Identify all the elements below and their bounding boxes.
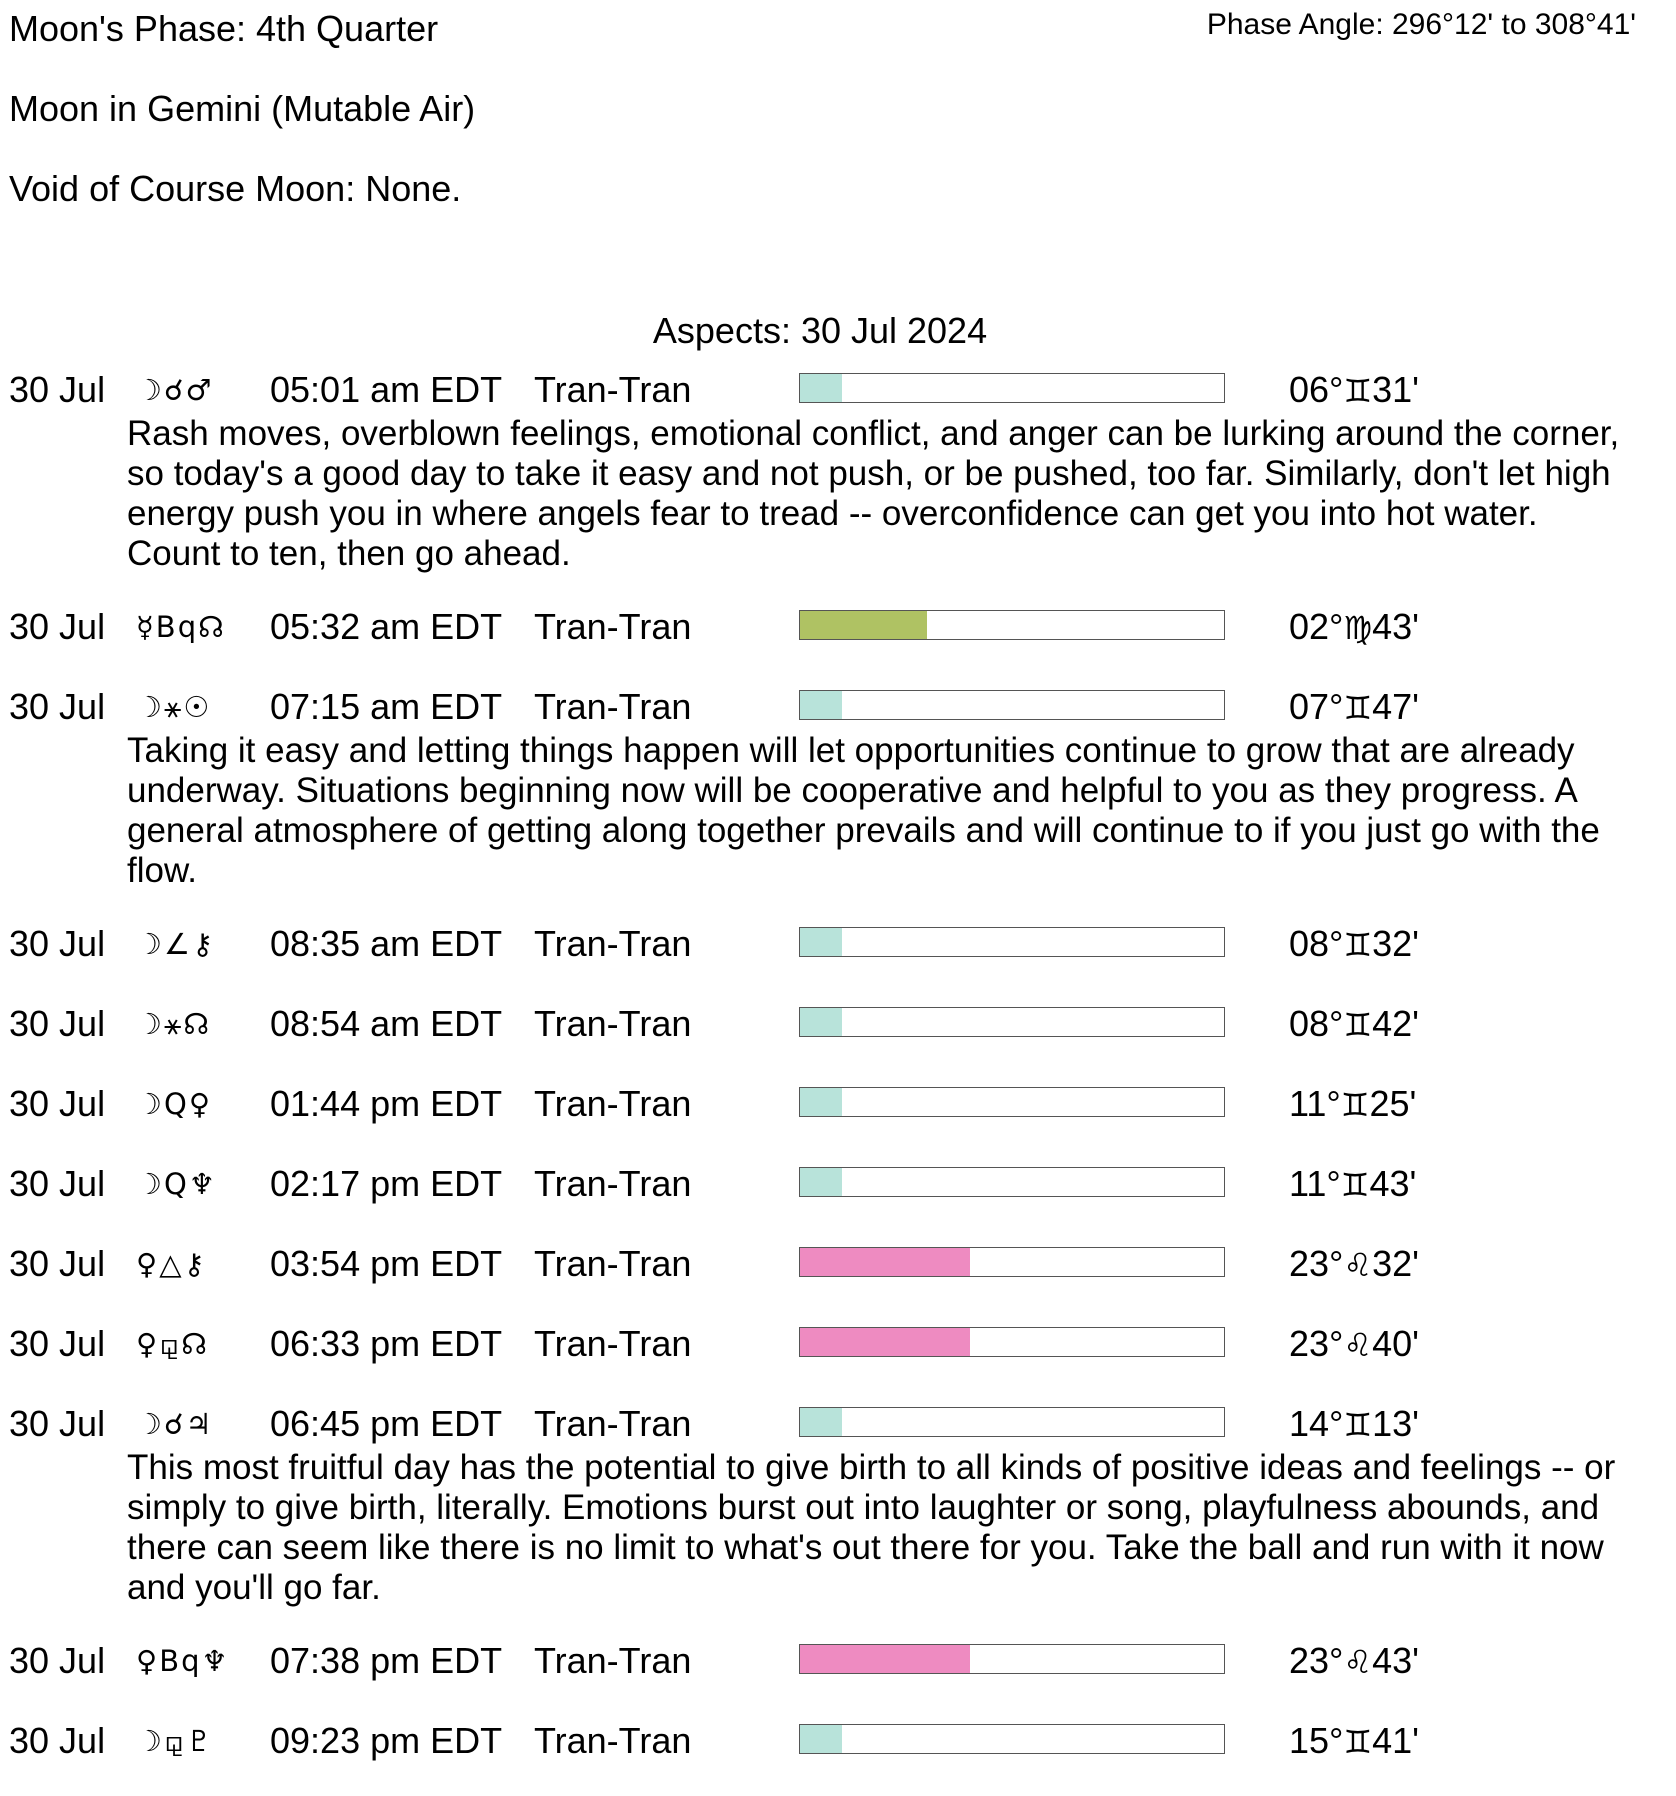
aspect-entry — [0, 1239, 1676, 1319]
aspect-date: 30 Jul — [9, 686, 106, 727]
aspect-type: Tran-Tran — [534, 686, 692, 727]
position-degree: 23° — [1289, 1243, 1344, 1284]
strength-bar-fill — [800, 1248, 970, 1276]
position-minutes: 25' — [1369, 1083, 1417, 1124]
aspect-time: 09:23 pm EDT — [270, 1720, 503, 1761]
strength-bar — [799, 927, 1225, 957]
aspect-type: Tran-Tran — [534, 606, 692, 647]
aspect-time: 08:35 am EDT — [270, 923, 503, 964]
aspect-type: Tran-Tran — [534, 1003, 692, 1044]
aspect-position — [1289, 1404, 1419, 1445]
phase-angle: Phase Angle: 296°12' to 308°41' — [1206, 8, 1636, 41]
aspect-glyphs: ☽⚼♇ — [136, 1724, 215, 1758]
moon-phase: Moon's Phase: 4th Quarter — [9, 8, 439, 49]
position-degree: 06° — [1289, 369, 1344, 410]
aspect-time: 05:32 am EDT — [270, 606, 503, 647]
entry-gap — [0, 971, 1676, 999]
position-minutes: 47' — [1372, 686, 1420, 727]
aspect-date: 30 Jul — [9, 1243, 106, 1284]
strength-bar — [799, 610, 1225, 640]
position-minutes: 32' — [1372, 923, 1420, 964]
aspect-time: 08:54 am EDT — [270, 1003, 503, 1044]
entry-gap — [0, 1131, 1676, 1159]
aspect-glyphs: ☿Bq☊ — [136, 610, 226, 644]
aspect-time: 06:45 pm EDT — [270, 1403, 503, 1444]
aspect-glyphs: ☽☌♂ — [136, 373, 214, 407]
position-degree: 07° — [1289, 686, 1344, 727]
strength-bar-fill — [800, 928, 842, 956]
position-degree: 08° — [1289, 923, 1344, 964]
strength-bar — [799, 1007, 1225, 1037]
zodiac-sign-icon: ♌ — [1343, 1326, 1373, 1364]
aspect-row — [0, 1319, 1676, 1371]
aspect-position — [1289, 370, 1419, 411]
position-degree: 11° — [1289, 1083, 1341, 1124]
aspect-description: Rash moves, overblown feelings, emotional conflict, and anger can be lurking around the corner, so today's a good day to take it easy and not push, or be pushed, too far. Similarly, don't let high energy push you in where angels fear to tread -- overconfidence can get you into hot water. Count to ten, then go ahead. — [127, 414, 1620, 573]
aspect-glyphs: ☽∠⚷ — [136, 927, 216, 961]
aspect-date: 30 Jul — [9, 1323, 106, 1364]
strength-bar — [799, 1724, 1225, 1754]
zodiac-sign-icon: ♊ — [1343, 926, 1373, 964]
entry-gap — [0, 574, 1676, 602]
aspect-entry — [0, 999, 1676, 1079]
aspect-entry — [0, 1716, 1676, 1768]
aspect-position — [1289, 1721, 1419, 1762]
void-of-course: Void of Course Moon: None. — [9, 168, 462, 209]
zodiac-sign-icon: ♊ — [1343, 689, 1373, 727]
strength-bar — [799, 373, 1225, 403]
strength-bar — [799, 1327, 1225, 1357]
aspect-time: 03:54 pm EDT — [270, 1243, 503, 1284]
aspect-time: 02:17 pm EDT — [270, 1163, 503, 1204]
aspect-date: 30 Jul — [9, 369, 106, 410]
aspect-row — [0, 919, 1676, 971]
position-degree: 15° — [1289, 1720, 1344, 1761]
aspect-position — [1289, 1004, 1419, 1045]
aspect-glyphs: ☽⚹☉ — [136, 690, 212, 724]
strength-bar-fill — [800, 1645, 970, 1673]
position-minutes: 13' — [1372, 1403, 1420, 1444]
aspect-time: 06:33 pm EDT — [270, 1323, 503, 1364]
zodiac-sign-icon: ♊ — [1340, 1166, 1370, 1204]
aspect-position — [1289, 607, 1419, 648]
aspect-position — [1289, 1164, 1416, 1205]
strength-bar-fill — [800, 611, 927, 639]
zodiac-sign-icon: ♊ — [1343, 1723, 1373, 1761]
zodiac-sign-icon: ♌ — [1343, 1643, 1373, 1681]
position-minutes: 41' — [1372, 1720, 1420, 1761]
aspect-type: Tran-Tran — [534, 1403, 692, 1444]
position-degree: 14° — [1289, 1403, 1344, 1444]
aspect-type: Tran-Tran — [534, 369, 692, 410]
moon-sign: Moon in Gemini (Mutable Air) — [9, 88, 476, 129]
strength-bar — [799, 690, 1225, 720]
aspect-entry — [0, 602, 1676, 682]
aspect-type: Tran-Tran — [534, 1323, 692, 1364]
aspect-glyphs: ☽☌♃ — [136, 1407, 214, 1441]
aspect-entry — [0, 365, 1676, 602]
aspect-entry — [0, 1159, 1676, 1239]
entry-gap — [0, 1291, 1676, 1319]
entry-gap — [0, 1688, 1676, 1716]
aspect-description: This most fruitful day has the potential to give birth to all kinds of positive ideas and feelings -- or simply to give birth, literally. Emotions burst out into laughter or song, playfulness abounds, and there can seem like there is no limit to what's out there for you. Take the ball and run with it now and you'll go far. — [127, 1448, 1616, 1607]
strength-bar — [799, 1407, 1225, 1437]
aspect-row — [0, 999, 1676, 1051]
position-minutes: 40' — [1372, 1323, 1420, 1364]
strength-bar-fill — [800, 1088, 842, 1116]
position-minutes: 32' — [1372, 1243, 1420, 1284]
entry-gap — [0, 1211, 1676, 1239]
aspect-date: 30 Jul — [9, 1640, 106, 1681]
aspect-glyphs: ♀⚼☊ — [136, 1327, 210, 1361]
aspect-entry — [0, 919, 1676, 999]
aspect-glyphs: ♀△⚷ — [136, 1247, 207, 1281]
strength-bar-fill — [800, 1168, 842, 1196]
position-minutes: 43' — [1369, 1163, 1417, 1204]
zodiac-sign-icon: ♊ — [1340, 1086, 1370, 1124]
position-minutes: 43' — [1372, 1640, 1420, 1681]
aspect-entry — [0, 1636, 1676, 1716]
aspect-position — [1289, 1324, 1419, 1365]
aspect-position — [1289, 1084, 1416, 1125]
aspect-position — [1289, 1641, 1419, 1682]
strength-bar-fill — [800, 1008, 842, 1036]
strength-bar — [799, 1247, 1225, 1277]
aspect-row — [0, 1399, 1676, 1451]
strength-bar — [799, 1087, 1225, 1117]
zodiac-sign-icon: ♊ — [1343, 372, 1373, 410]
entry-gap — [0, 891, 1676, 919]
aspect-position — [1289, 1244, 1419, 1285]
position-degree: 23° — [1289, 1640, 1344, 1681]
aspect-row — [0, 1636, 1676, 1688]
aspect-date: 30 Jul — [9, 1003, 106, 1044]
aspects-list — [0, 365, 1676, 1768]
aspect-type: Tran-Tran — [534, 1720, 692, 1761]
aspect-entry — [0, 1399, 1676, 1636]
aspect-glyphs: ♀Bq♆ — [136, 1644, 230, 1678]
zodiac-sign-icon: ♍ — [1343, 609, 1373, 647]
aspect-type: Tran-Tran — [534, 1083, 692, 1124]
aspect-row — [0, 1159, 1676, 1211]
aspect-row — [0, 1239, 1676, 1291]
aspect-row — [0, 1716, 1676, 1768]
aspect-position — [1289, 924, 1419, 965]
aspect-date: 30 Jul — [9, 1083, 106, 1124]
position-minutes: 43' — [1372, 606, 1420, 647]
entry-gap — [0, 1051, 1676, 1079]
aspect-row — [0, 365, 1676, 417]
strength-bar-fill — [800, 374, 842, 402]
position-degree: 08° — [1289, 1003, 1344, 1044]
aspect-entry — [0, 1079, 1676, 1159]
strength-bar-fill — [800, 1408, 842, 1436]
aspect-time: 01:44 pm EDT — [270, 1083, 503, 1124]
zodiac-sign-icon: ♊ — [1343, 1006, 1373, 1044]
aspect-position — [1289, 687, 1419, 728]
aspect-date: 30 Jul — [9, 1720, 106, 1761]
aspect-glyphs: ☽Q♀ — [136, 1087, 213, 1121]
strength-bar — [799, 1167, 1225, 1197]
aspect-type: Tran-Tran — [534, 923, 692, 964]
strength-bar-fill — [800, 1328, 970, 1356]
aspect-glyphs: ☽Q♆ — [136, 1167, 217, 1201]
aspect-glyphs: ☽⚹☊ — [136, 1007, 212, 1041]
entry-gap — [0, 1608, 1676, 1636]
aspect-time: 07:15 am EDT — [270, 686, 503, 727]
zodiac-sign-icon: ♌ — [1343, 1246, 1373, 1284]
strength-bar-fill — [800, 1725, 842, 1753]
aspect-date: 30 Jul — [9, 1403, 106, 1444]
entry-gap — [0, 654, 1676, 682]
entry-gap — [0, 1371, 1676, 1399]
aspect-time: 07:38 pm EDT — [270, 1640, 503, 1681]
strength-bar — [799, 1644, 1225, 1674]
aspect-time: 05:01 am EDT — [270, 369, 503, 410]
aspect-row — [0, 602, 1676, 654]
position-degree: 11° — [1289, 1163, 1341, 1204]
aspect-description: Taking it easy and letting things happen will let opportunities continue to grow that are already underway. Situations beginning now will be cooperative and helpful to you as they progress. A general atmosphere of getting along together prevails and will continue to if you just go with the flow. — [127, 731, 1600, 890]
aspect-type: Tran-Tran — [534, 1640, 692, 1681]
strength-bar-fill — [800, 691, 842, 719]
aspect-entry — [0, 1319, 1676, 1399]
aspect-row — [0, 682, 1676, 734]
position-degree: 02° — [1289, 606, 1344, 647]
aspect-type: Tran-Tran — [534, 1243, 692, 1284]
aspect-row — [0, 1079, 1676, 1131]
aspect-date: 30 Jul — [9, 1163, 106, 1204]
position-degree: 23° — [1289, 1323, 1344, 1364]
aspect-type: Tran-Tran — [534, 1163, 692, 1204]
zodiac-sign-icon: ♊ — [1343, 1406, 1373, 1444]
aspects-title: Aspects: 30 Jul 2024 — [652, 310, 988, 351]
position-minutes: 42' — [1372, 1003, 1420, 1044]
aspect-entry — [0, 682, 1676, 919]
aspect-date: 30 Jul — [9, 606, 106, 647]
position-minutes: 31' — [1372, 369, 1420, 410]
aspect-date: 30 Jul — [9, 923, 106, 964]
